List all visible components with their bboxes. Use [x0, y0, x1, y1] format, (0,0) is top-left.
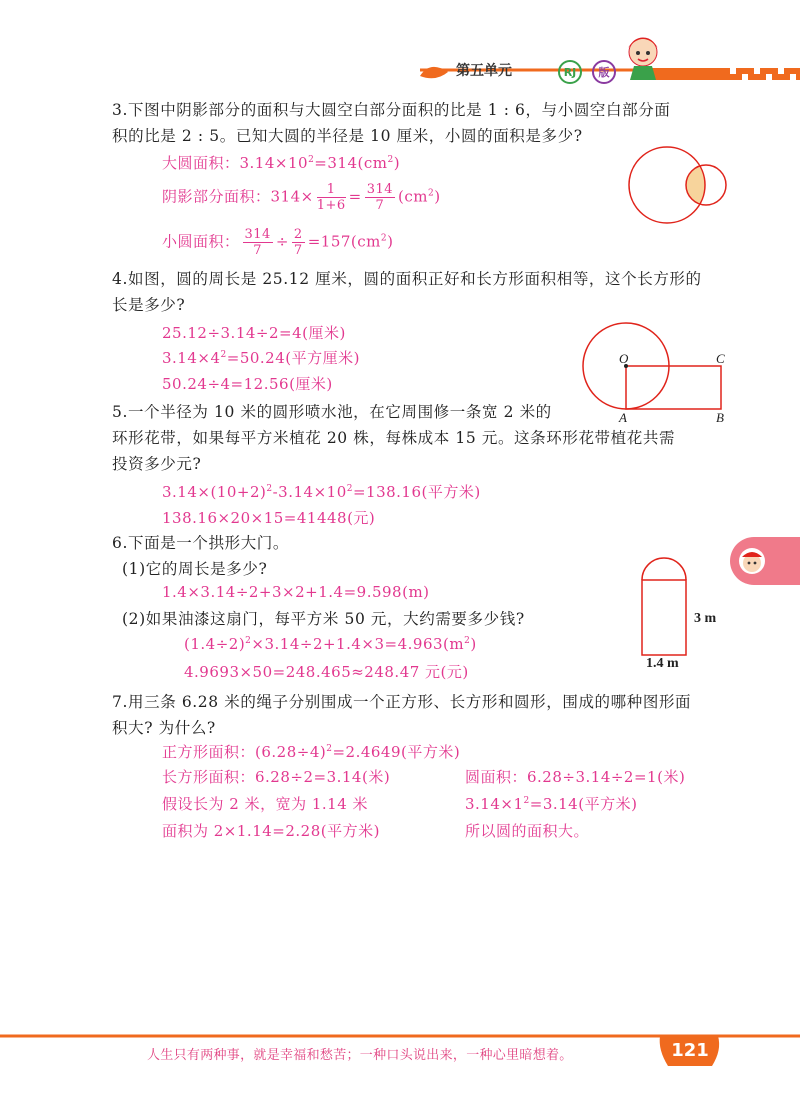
q3-line2: 积的比是 2 : 5。已知大圆的半径是 10 厘米，小圆的面积是多少?	[112, 127, 583, 145]
q7-text	[112, 689, 732, 741]
q3-line1: 3.下图中阴影部分的面积与大圆空白部分面积的比是 1 : 6，与小圆空白部分面	[112, 101, 671, 119]
cartoon-girl-icon	[618, 30, 668, 82]
q4-answer-2: $3.14\times 4^2=50.24$(平方厘米)	[162, 349, 360, 367]
q3-answer-1: 大圆面积：$3.14\times 10^2=314(cm^2)$	[162, 154, 401, 172]
q6-sub1: (1)它的周长是多少?	[122, 560, 268, 578]
q7-answer-b3: 所以圆的面积大。	[465, 822, 590, 840]
q7-answer-b2: $3.14\times 1^2=3.14$(平方米)	[465, 795, 638, 813]
q3-text	[112, 97, 722, 149]
q4-answer-1: 25.12÷3.14÷2=4(厘米)	[162, 324, 346, 342]
q7-answer-4: 面积为 2×1.14=2.28(平方米)	[162, 822, 380, 840]
page-number: 121	[671, 1040, 709, 1061]
q6-answer-1: 1.4×3.14÷2+3×2+1.4=9.598(m)	[162, 583, 430, 601]
header-decoration	[0, 0, 800, 100]
q6-sub2: (2)如果油漆这扇门，每平方米 50 元，大约需要多少钱?	[122, 610, 525, 628]
rj-badge: RJ	[558, 60, 582, 84]
q6-arch-door-figure	[630, 545, 700, 660]
q4-line1: 4.如图，圆的周长是 25.12 厘米，圆的面积正好和长方形面积相等，这个长方形的	[112, 270, 702, 288]
q5-line3: 投资多少元?	[112, 455, 202, 473]
q6-answer-2: $(1.4\div 2)^2\times 3.14\div 2+1.4\times 3=4.963(m^2)$	[184, 635, 477, 653]
q5-line1: 5.一个半径为 10 米的圆形喷水池，在它周围修一条宽 2 米的	[112, 403, 552, 421]
unit-title: 第五单元	[456, 63, 512, 79]
q7-answer-3: 假设长为 2 米，宽为 1.14 米	[162, 795, 369, 813]
q5-line2: 环形花带，如果每平方米植花 20 株，每株成本 15 元。这条环形花带植花共需	[112, 429, 676, 447]
q4-label-c: C	[716, 351, 725, 366]
q3-answer-2: 阴影部分面积：314× $\frac{1}{1+6}$ = $\frac{314}{7}$ $(cm^2)$	[162, 182, 441, 213]
q4-label-o: O	[619, 351, 629, 366]
q7-answer-2: 长方形面积：6.28÷2=3.14(米)	[162, 768, 391, 786]
edition-badge: 版	[592, 60, 616, 84]
q7-line1: 7.用三条 6.28 米的绳子分别围成一个正方形、长方形和圆形，围成的哪种图形面	[112, 693, 692, 711]
q5-text	[112, 399, 732, 477]
q6-height-label: 3 m	[694, 611, 717, 626]
side-tab	[730, 537, 800, 585]
q6-line1: 6.下面是一个拱形大门。	[112, 534, 289, 552]
q6-arch-top	[642, 558, 686, 580]
q5-answer-2: 138.16×20×15=41448(元)	[162, 509, 376, 527]
q4-line2: 长是多少?	[112, 296, 186, 314]
footer-quote: 人生只有两种事，就是幸福和愁苦；一种口头说出来，一种心里暗想着。	[147, 1048, 573, 1063]
q6-door-rect	[642, 580, 686, 655]
q4-text	[112, 266, 722, 318]
q7-answer-1: 正方形面积：$(6.28\div 4)^2=2.4649$(平方米)	[162, 743, 461, 761]
q7-answer-b1: 圆面积：6.28÷3.14÷2=1(米)	[465, 768, 686, 786]
q4-answer-3: 50.24÷4=12.56(厘米)	[162, 375, 333, 393]
q6-text	[112, 530, 612, 556]
q4-label-a: A	[619, 410, 627, 425]
q6-width-label: 1.4 m	[646, 656, 679, 671]
q5-answer-1: $3.14\times(10+2)^2-3.14\times 10^2=138.16$(平方米)	[162, 483, 481, 501]
q3-circles-figure	[620, 145, 735, 225]
q7-line2: 积大? 为什么?	[112, 719, 216, 737]
q3-answer-3: 小圆面积： $\frac{314}{7}$ ÷ $\frac{2}{7}$ $=157(cm^2)$	[162, 227, 394, 258]
q4-label-b: B	[716, 410, 724, 425]
q6-answer-3: 4.9693×50=248.465≈248.47 元(元)	[184, 663, 469, 681]
